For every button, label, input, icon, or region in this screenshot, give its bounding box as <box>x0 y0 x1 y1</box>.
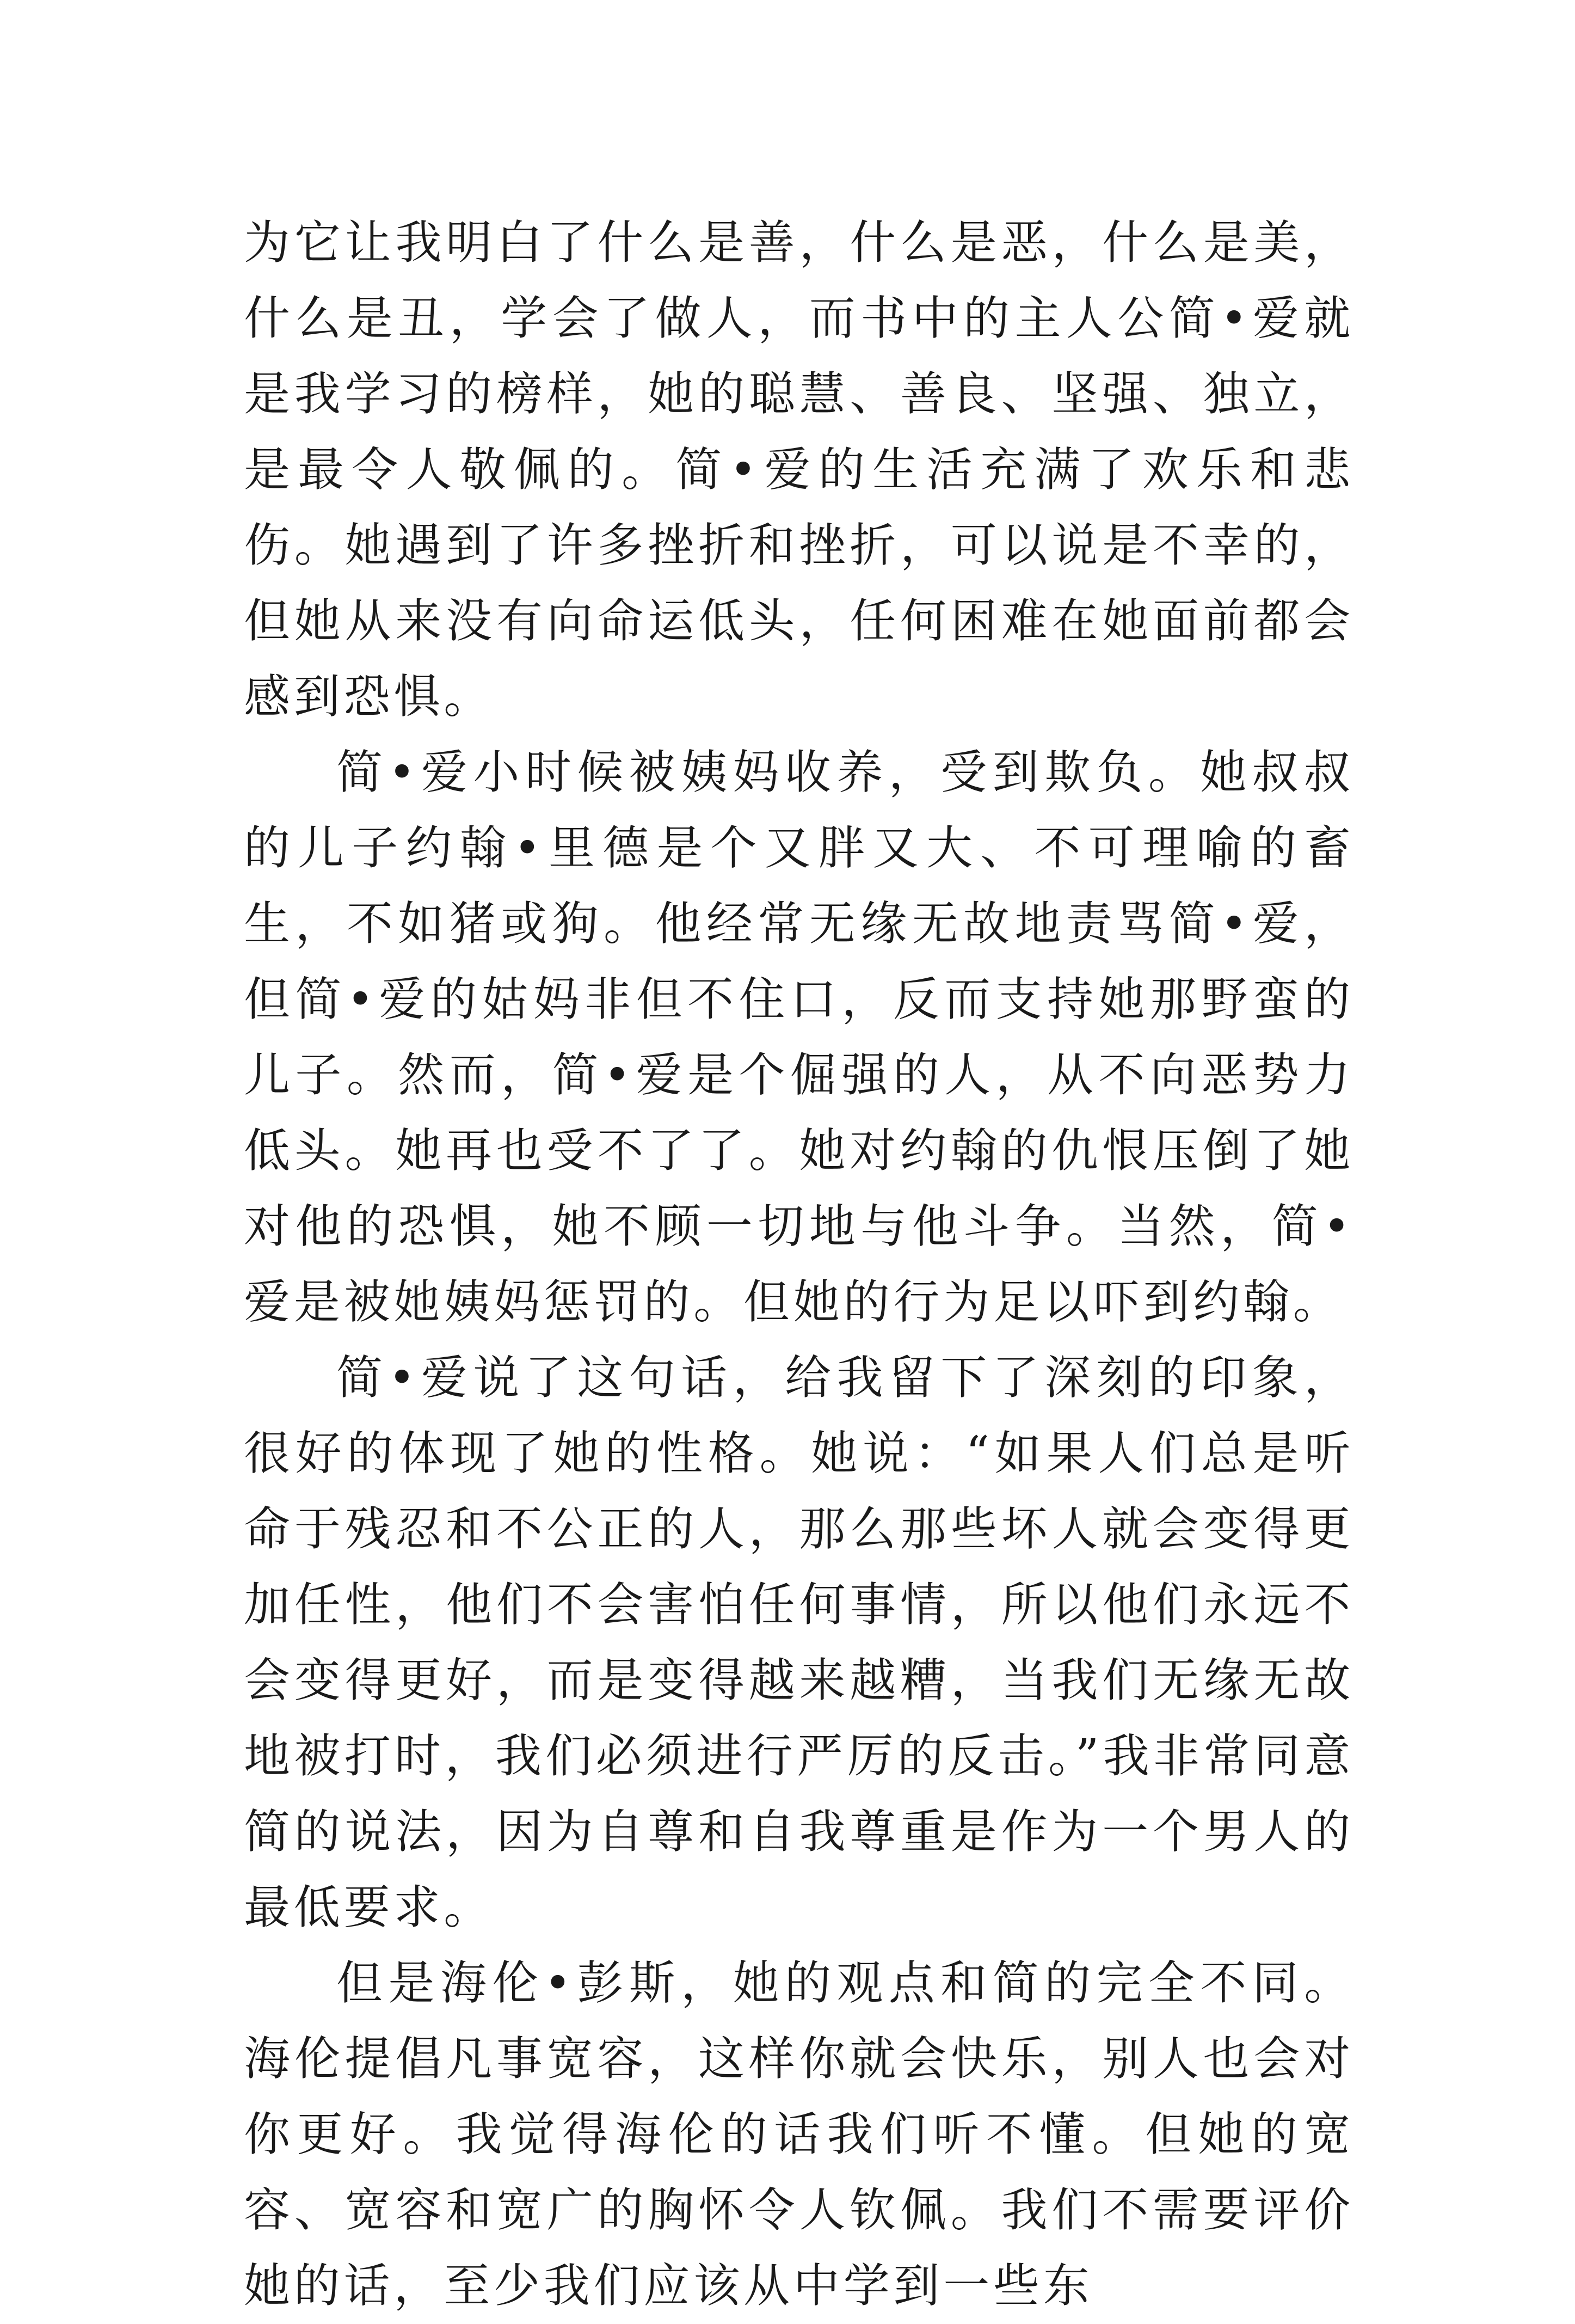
paragraph-4: 但是海伦•彭斯，她的观点和简的完全不同。海伦提倡凡事宽容，这样你就会快乐，别人也会对你更好。我觉得海伦的话我们听不懂。但她的宽容、宽容和宽广的胸怀令人钦佩。我们不需要评价她的话，至少我们应该从中学到一些东 <box>244 1957 1354 2313</box>
document-body <box>244 205 1354 2324</box>
paragraph-2: 简•爱小时候被姨妈收养，受到欺负。她叔叔的儿子约翰•里德是个又胖又大、不可理喻的畜生，不如猪或狗。他经常无缘无故地责骂简•爱，但简•爱的姑妈非但不住口，反而支持她那野蛮的儿子。然而，简•爱是个倔强的人，从不向恶势力低头。她再也受不了了。她对约翰的仇恨压倒了她对他的恐惧，她不顾一切地与他斗争。当然，简•爱是被她姨妈惩罚的。但她的行为足以吓到约翰。 <box>244 746 1354 1329</box>
paragraph-1: 为它让我明白了什么是善，什么是恶，什么是美，什么是丑，学会了做人，而书中的主人公简•爱就是我学习的榜样，她的聪慧、善良、坚强、独立，是最令人敬佩的。简•爱的生活充满了欢乐和悲伤。她遇到了许多挫折和挫折，可以说是不幸的，但她从来没有向命运低头，任何困难在她面前都会感到恐惧。 <box>244 216 1354 724</box>
paragraph-3: 简•爱说了这句话，给我留下了深刻的印象，很好的体现了她的性格。她说：“如果人们总是听命于残忍和不公正的人，那么那些坏人就会变得更加任性，他们不会害怕任何事情，所以他们永远不会变得更好，而是变得越来越糟，当我们无缘无故地被打时，我们必须进行严厉的反击。”我非常同意简的说法，因为自尊和自我尊重是作为一个男人的最低要求。 <box>244 1351 1354 1935</box>
